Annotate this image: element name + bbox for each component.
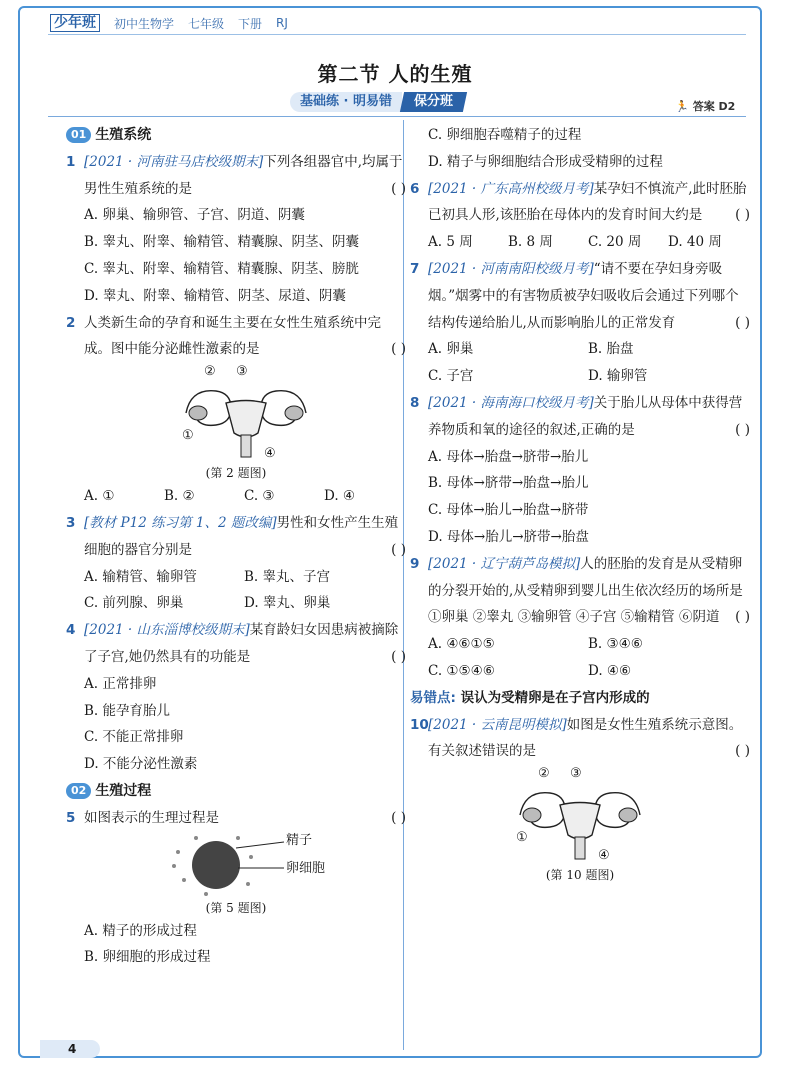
q2-option-a[interactable]: A. ①: [84, 488, 115, 505]
question-6: 6 [2021 · 广东高州校级月考]某孕妇不慎流产,此时胚胎已初具人形,该胚胎在母体内的发育时间大约是 ( ): [410, 180, 750, 224]
answer-ref: 🏃 答案 D2: [675, 100, 736, 113]
q6-options: [410, 229, 750, 256]
q6-option-d[interactable]: D. 40 周: [668, 234, 722, 251]
q6-option-c[interactable]: C. 20 周: [588, 234, 642, 251]
question-2: 2 人类新生命的孕育和诞生主要在女性生殖系统中完成。图中能分泌雌性激素的是 ( ): [66, 314, 406, 358]
section-heading: 01 生殖系统: [66, 122, 406, 149]
q5-option-c[interactable]: C. 卵细胞吞噬精子的过程: [428, 127, 582, 143]
book-edition: RJ: [276, 16, 288, 30]
tagline-level: 保分班: [400, 92, 467, 112]
q6-option-b[interactable]: B. 8 周: [508, 234, 553, 251]
mistake-note: 易错点: 误认为受精卵是在子宫内形成的: [410, 689, 650, 706]
question-1: 1 [2021 · 河南驻马店校级期末]下列各组器官中,均属于男性生殖系统的是 ( ): [66, 153, 406, 197]
q7-option-b[interactable]: B. 胎盘: [588, 341, 634, 358]
label-sperm: 精子: [286, 832, 313, 848]
label-2: ②: [204, 364, 216, 380]
q8-option-d[interactable]: D. 母体→胎儿→脐带→胎盘: [428, 528, 589, 545]
question-9: 9 [2021 · 辽宁葫芦岛模拟]人的胚胎的发育是从受精卵的分裂开始的,从受精卵到婴儿出生依次经历的场所是 ( ): [410, 555, 750, 626]
q5-option-b[interactable]: B. 卵细胞的形成过程: [84, 949, 211, 966]
page-title: 第二节 人的生殖: [317, 62, 473, 86]
q2-options: [66, 483, 406, 510]
q6-option-a[interactable]: A. 5 周: [428, 234, 473, 251]
q5-caption: (第 5 题图): [205, 900, 267, 915]
section-heading-2: 02 生殖过程: [66, 778, 406, 805]
q8-option-a[interactable]: A. 母体→胎盘→脐带→胎儿: [428, 448, 589, 465]
question-10: 10 [2021 · 云南昆明模拟]如图是女性生殖系统示意图。有关叙述错误的是 ( ): [410, 716, 750, 760]
book-grade: 七年级: [188, 16, 225, 31]
q9-option-d[interactable]: D. ④⑥: [588, 662, 632, 679]
q4-option-c[interactable]: C. 不能正常排卵: [84, 729, 184, 746]
book-volume: 下册: [238, 16, 263, 31]
q9-items: ①卵巢 ②睾丸 ③输卵管 ④子宫 ⑤输精管 ⑥阴道: [428, 609, 720, 626]
question-5: 5 如图表示的生理过程是 ( ): [66, 809, 406, 826]
figure-q2: [66, 363, 406, 463]
q3-option-d[interactable]: D. 睾丸、卵巢: [244, 595, 331, 612]
series-logo: 少年班: [50, 14, 100, 32]
label-1: ①: [516, 830, 528, 846]
q3-option-a[interactable]: A. 输精管、输卵管: [84, 568, 197, 585]
q1-option-c[interactable]: C. 睾丸、附睾、输精管、精囊腺、阴茎、膀胱: [84, 260, 359, 277]
running-header: [50, 11, 288, 35]
q2-caption: (第 2 题图): [205, 466, 267, 481]
q3-options-row2: [66, 590, 406, 617]
figure-q5: [66, 832, 406, 898]
book-subject: 初中生物学: [114, 16, 175, 31]
q1-option-a[interactable]: A. 卵巢、输卵管、子宫、阴道、阴囊: [84, 207, 305, 224]
q5-option-d[interactable]: D. 精子与卵细胞结合形成受精卵的过程: [428, 153, 663, 170]
q9-option-c[interactable]: C. ①⑤④⑥: [428, 662, 495, 679]
question-8: 8 [2021 · 海南海口校级月考]关于胎儿从母体中获得营养物质和氧的途径的叙述,正确的是 ( ): [410, 394, 750, 438]
label-1: ①: [182, 428, 194, 444]
q7-option-c[interactable]: C. 子宫: [428, 368, 474, 385]
q4-option-b[interactable]: B. 能孕育胎儿: [84, 702, 171, 719]
q3-option-c[interactable]: C. 前列腺、卵巢: [84, 595, 184, 612]
q10-caption: (第 10 题图): [545, 868, 615, 883]
q4-option-d[interactable]: D. 不能分泌性激素: [84, 756, 198, 773]
q2-option-d[interactable]: D. ④: [324, 488, 356, 505]
left-column: [66, 122, 406, 971]
label-3: ③: [570, 766, 582, 782]
q7-option-d[interactable]: D. 输卵管: [588, 368, 648, 385]
q7-options-row2: [410, 363, 750, 390]
title-rule: [48, 116, 746, 117]
label-2: ②: [538, 766, 550, 782]
q7-options-row1: [410, 336, 750, 363]
label-4: ④: [264, 446, 276, 462]
q9-option-a[interactable]: A. ④⑥①⑤: [428, 636, 495, 653]
tagline-practice: 基础练 · 明易错: [290, 92, 402, 112]
fertilization-diagram: [66, 832, 406, 898]
q3-option-b[interactable]: B. 睾丸、子宫: [244, 568, 331, 585]
q8-option-b[interactable]: B. 母体→脐带→胎盘→胎儿: [428, 475, 589, 492]
q4-option-a[interactable]: A. 正常排卵: [84, 675, 157, 692]
question-4: 4 [2021 · 山东淄博校级期末]某育龄妇女因患病被摘除了子宫,她仍然具有的功能是 ( ): [66, 622, 406, 665]
label-4: ④: [598, 848, 610, 864]
label-3: ③: [236, 364, 248, 380]
header-rule: [48, 34, 746, 35]
q5-option-a[interactable]: A. 精子的形成过程: [84, 922, 197, 939]
figure-q10: [410, 765, 750, 865]
q7-option-a[interactable]: A. 卵巢: [428, 341, 474, 358]
q2-option-c[interactable]: C. ③: [244, 488, 275, 505]
section-tagline: [290, 92, 465, 112]
q8-option-c[interactable]: C. 母体→胎儿→胎盘→脐带: [428, 502, 589, 519]
q1-option-b[interactable]: B. 睾丸、附睾、输精管、精囊腺、阴茎、阴囊: [84, 234, 360, 251]
q1-option-d[interactable]: D. 睾丸、附睾、输精管、阴茎、尿道、阴囊: [84, 287, 346, 304]
runner-icon: 🏃: [675, 100, 689, 113]
q9-option-b[interactable]: B. ③④⑥: [588, 636, 643, 653]
label-egg: 卵细胞: [286, 860, 326, 876]
q2-option-b[interactable]: B. ②: [164, 488, 195, 505]
right-column: [410, 122, 750, 885]
page-number: 4: [40, 1040, 100, 1058]
q9-options-row1: [410, 631, 750, 658]
q3-options-row1: [66, 564, 406, 591]
question-7: 7 [2021 · 河南南阳校级月考]“请不要在孕妇身旁吸烟。”烟雾中的有害物质被孕妇吸收后会通过下列哪个结构传递给胎儿,从而影响胎儿的正常发育 ( ): [410, 260, 750, 331]
q9-options-row2: [410, 658, 750, 685]
question-3: 3 [教材 P12 练习第 1、2 题改编]男性和女性产生生殖细胞的器官分别是 ( ): [66, 514, 406, 558]
